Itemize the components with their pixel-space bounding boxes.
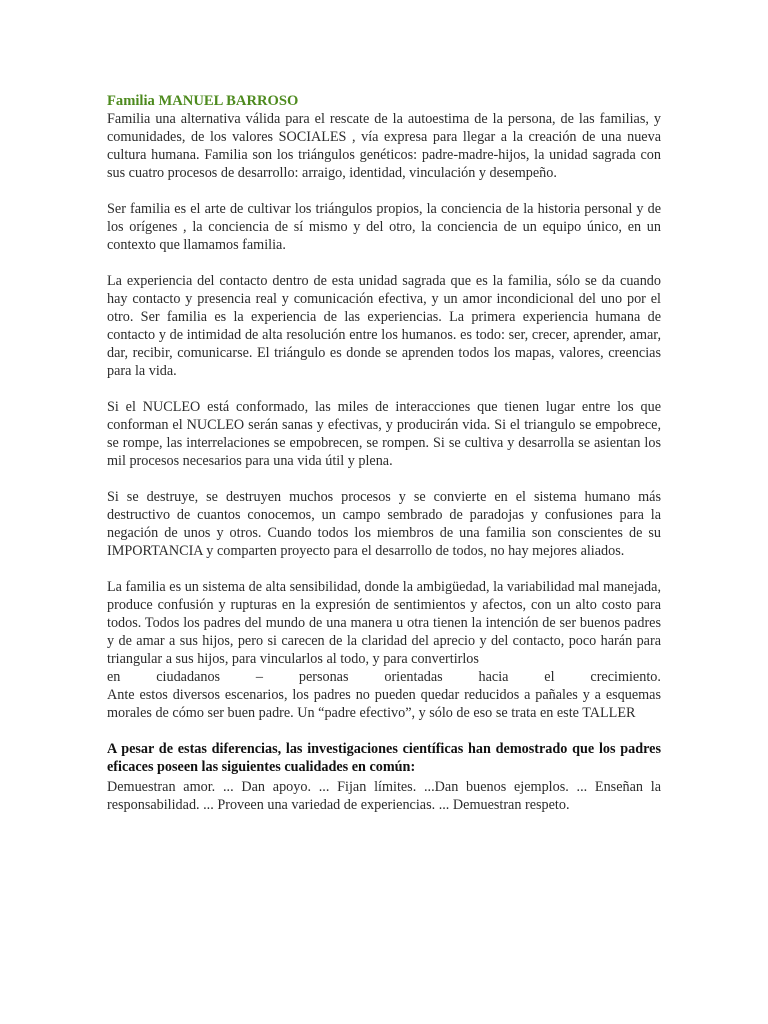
word: crecimiento. <box>590 669 661 685</box>
document-body <box>107 92 661 814</box>
word: en <box>107 669 121 685</box>
word: personas <box>298 669 349 685</box>
paragraph-6 <box>107 578 661 722</box>
paragraph-7-bold: A pesar de estas diferencias, las investigaciones científicas han demostrado que los padres eficaces poseen las siguientes cualidades en común: <box>107 741 661 775</box>
paragraph-4: Si el NUCLEO está conformado, las miles de interacciones que tienen lugar entre los que conforman el NUCLEO serán sanas y efectivas, y producirán vida. Si el triangulo se empobrece, se rompe, las interrelaciones se empobrecen, se rompen. Si se cultiva y desarrolla se asientan los mil procesos necesarios para una vida útil y plena. <box>107 399 661 469</box>
paragraph-8: Demuestran amor. ... Dan apoyo. ... Fijan límites. ...Dan buenos ejemplos. ... Enseñan la responsabilidad. ... Proveen una variedad de experiencias. ... Demuestran respeto. <box>107 779 661 813</box>
document-title: Familia MANUEL BARROSO <box>107 93 299 109</box>
word: el <box>544 669 555 685</box>
paragraph-1: Familia una alternativa válida para el rescate de la autoestima de la persona, de las familias, y comunidades, de los valores SOCIALES , vía expresa para llegar a la creación de una nueva cultura humana. Familia son los triángulos genéticos: padre-madre-hijos, la unidad sagrada con sus cuatro procesos de desarrollo: arraigo, identidad, vinculación y desempeño. <box>107 111 661 181</box>
paragraph-6-part-b: Ante estos diversos escenarios, los padres no pueden quedar reducidos a pañales y a esquemas morales de cómo ser buen padre. Un “padre efectivo”, y sólo de eso se trata en este TALLER <box>107 687 661 721</box>
word: orientadas <box>384 669 443 685</box>
word: hacia <box>478 669 509 685</box>
paragraph-6-part-a: La familia es un sistema de alta sensibilidad, donde la ambigüedad, la variabilidad mal manejada, produce confusión y rupturas en la expresión de sentimientos y afectos, con un alto costo para todos. Todos los padres del mundo de una manera u otra tienen la intención de ser buenos padres y de amar a sus hijos, pero si carecen de la claridad del aprecio y del contacto, poco harán para triangular a sus hijos, para vincularlos al todo, y para convertirlos <box>107 579 661 667</box>
paragraph-5: Si se destruye, se destruyen muchos procesos y se convierte en el sistema humano más destructivo de cuantos conocemos, un campo sembrado de paradojas y confusiones para la negación de unos y otros. Cuando todos los miembros de una familia son conscientes de su IMPORTANCIA y comparten proyecto para el desarrollo de todos, no hay mejores aliados. <box>107 489 661 559</box>
paragraph-2: Ser familia es el arte de cultivar los triángulos propios, la conciencia de la historia personal y de los orígenes , la conciencia de sí mismo y del otro, la conciencia de un equipo único, en un contexto que llamamos familia. <box>107 201 661 253</box>
word: ciudadanos <box>156 669 221 685</box>
paragraph-3: La experiencia del contacto dentro de esta unidad sagrada que es la familia, sólo se da cuando hay contacto y presencia real y comunicación efectiva, y un amor incondicional del uno por el otro. Ser familia es la experiencia de las experiencias. La primera experiencia humana de contacto y de intimidad de alta resolución entre los humanos. es todo: ser, crecer, aprender, amar, dar, recibir, comunicarse. El triángulo es donde se aprenden todos los mapas, valores, creencias para la vida. <box>107 273 661 379</box>
word: – <box>255 669 264 685</box>
paragraph-6-justified-line <box>107 668 661 686</box>
